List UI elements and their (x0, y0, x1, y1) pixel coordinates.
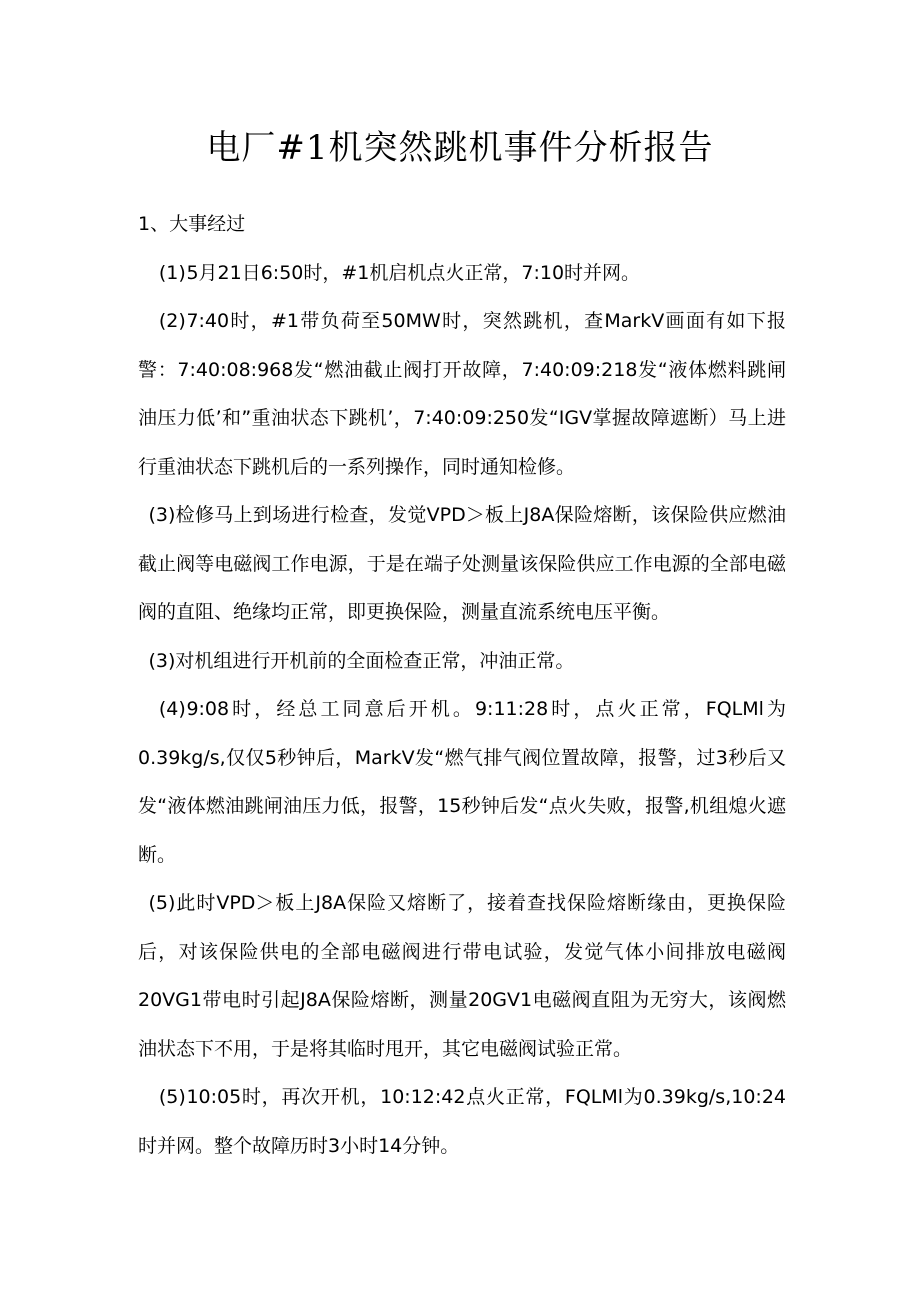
paragraph-1 (138, 249, 786, 298)
paragraph-7 (138, 1073, 786, 1170)
paragraph-text: 10:05时，再次开机，10:12:42点火正常，FQLMl为0.39kg∕s,10:24时并网。整个故障历时3小时14分钟。 (138, 1086, 786, 1157)
paragraph-4 (138, 637, 786, 686)
paragraph-number: (1) (158, 261, 186, 284)
paragraph-number: (5) (158, 1086, 186, 1108)
paragraph-text: 9:08时，经总工同意后开机。9:11:28时，点火正常，FQLMl为0.39kg∕s,仅仅5秒钟后，MarkV发“燃气排气阀位置故障，报警，过3秒后又发“液体燃油跳闸油压力低，报警，15秒钟后发“点火失败，报警,机组熄火遮断。 (138, 698, 786, 866)
paragraph-text: 检修马上到场进行检查，发觉VPD＞板上J8A保险熔断，该保险供应燃油截止阀等电磁阀工作电源，于是在端子处测量该保险供应工作电源的全部电磁阀的直阻、绝缘均正常，即更换保险，测量直流系统电压平衡。 (138, 504, 786, 623)
paragraph-number: (4) (158, 698, 186, 720)
paragraph-text: 5月21日6:50时，#1机启机点火正常，7:10时并网。 (186, 261, 641, 284)
paragraph-3 (138, 491, 786, 637)
paragraph-number: (5) (148, 892, 176, 914)
paragraph-2 (138, 297, 786, 491)
paragraph-number: (2) (158, 310, 186, 332)
paragraph-text: 对机组进行开机前的全面检查正常，冲油正常。 (175, 649, 575, 672)
document-body (138, 200, 786, 1170)
paragraph-text: 此时VPD＞板上J8A保险又熔断了，接着查找保险熔断缘由，更换保险后，对该保险供电的全部电磁阀进行带电试验，发觉气体小间排放电磁阀20VG1带电时引起J8A保险熔断，测量20GV1电磁阀直阻为无穷大，该阀燃油状态下不用，于是将其临时甩开，其它电磁阀试验正常。 (138, 892, 786, 1060)
paragraph-text: 7:40时，#1带负荷至50MW时，突然跳机，查MarkV画面有如下报警：7:40:08:968发“燃油截止阀打开故障，7:40:09:218发“液体燃料跳闸油压力低’和”重油状态下跳机’，7:40:09:250发“IGV掌握故障遮断）马上进行重油状态下跳机后的一系列操作，同时通知检修。 (138, 310, 786, 478)
paragraph-5 (138, 685, 786, 879)
paragraph-number: (3) (148, 504, 176, 526)
paragraph-6 (138, 879, 786, 1073)
paragraph-number: (3) (148, 649, 176, 672)
document-title: 电厂#1机突然跳机事件分析报告 (206, 128, 714, 168)
section-heading: 1、大事经过 (138, 213, 246, 235)
